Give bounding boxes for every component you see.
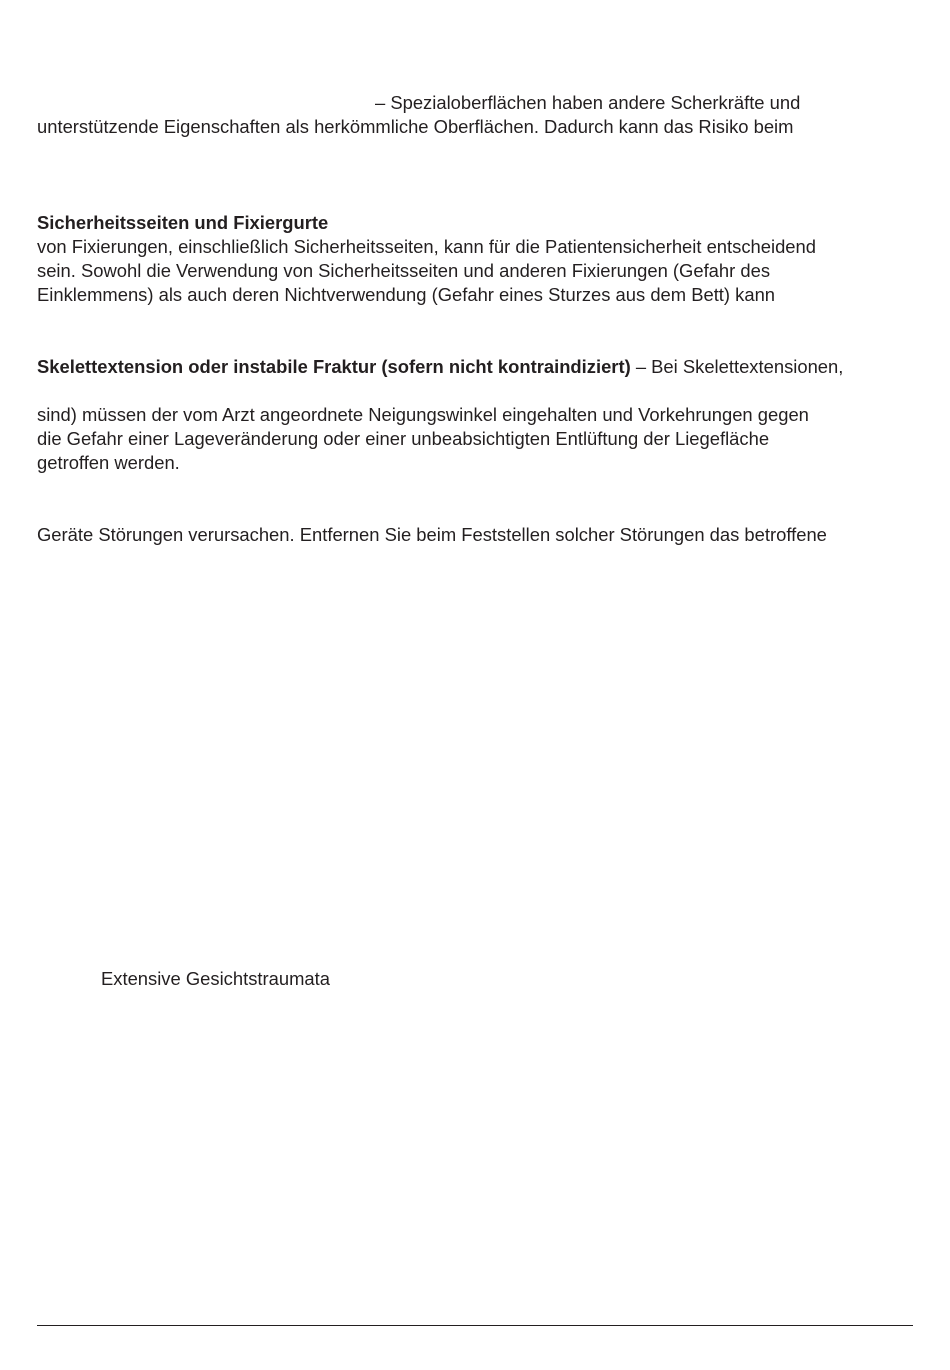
list-item-facial-trauma: Extensive Gesichtstraumata	[101, 968, 330, 989]
surface-text-line-2: unterstützende Eigenschaften als herkömmliche Oberflächen. Dadurch kann das Risiko beim	[37, 116, 794, 137]
traction-text-line-2: die Gefahr einer Lageveränderung oder einer unbeabsichtigten Entlüftung der Liegefläche	[37, 428, 770, 449]
rails-text-line-1: von Fixierungen, einschließlich Sicherheitsseiten, kann für die Patientensicherheit entscheidend	[37, 236, 816, 257]
interference-text-line-1: Geräte Störungen verursachen. Entfernen Sie beim Feststellen solcher Störungen das betroffene	[37, 524, 827, 545]
traction-heading-line	[37, 355, 843, 379]
traction-text-line-3: getroffen werden.	[37, 452, 180, 473]
surface-text-line-1: – Spezialoberflächen haben andere Scherkräfte und	[375, 92, 801, 113]
rails-text-line-2: sein. Sowohl die Verwendung von Sicherheitsseiten und anderen Fixierungen (Gefahr des	[37, 260, 771, 281]
rails-text-line-3: Einklemmens) als auch deren Nichtverwendung (Gefahr eines Sturzes aus dem Bett) kann	[37, 284, 776, 305]
footer-divider	[37, 1325, 913, 1326]
rails-heading: Sicherheitsseiten und Fixiergurte	[37, 212, 329, 233]
traction-text-line-1: sind) müssen der vom Arzt angeordnete Neigungswinkel eingehalten und Vorkehrungen gegen	[37, 404, 809, 425]
traction-heading-tail: – Bei Skelettextensionen,	[630, 356, 844, 377]
traction-heading: Skelettextension oder instabile Fraktur (sofern nicht kontraindiziert)	[37, 356, 631, 377]
